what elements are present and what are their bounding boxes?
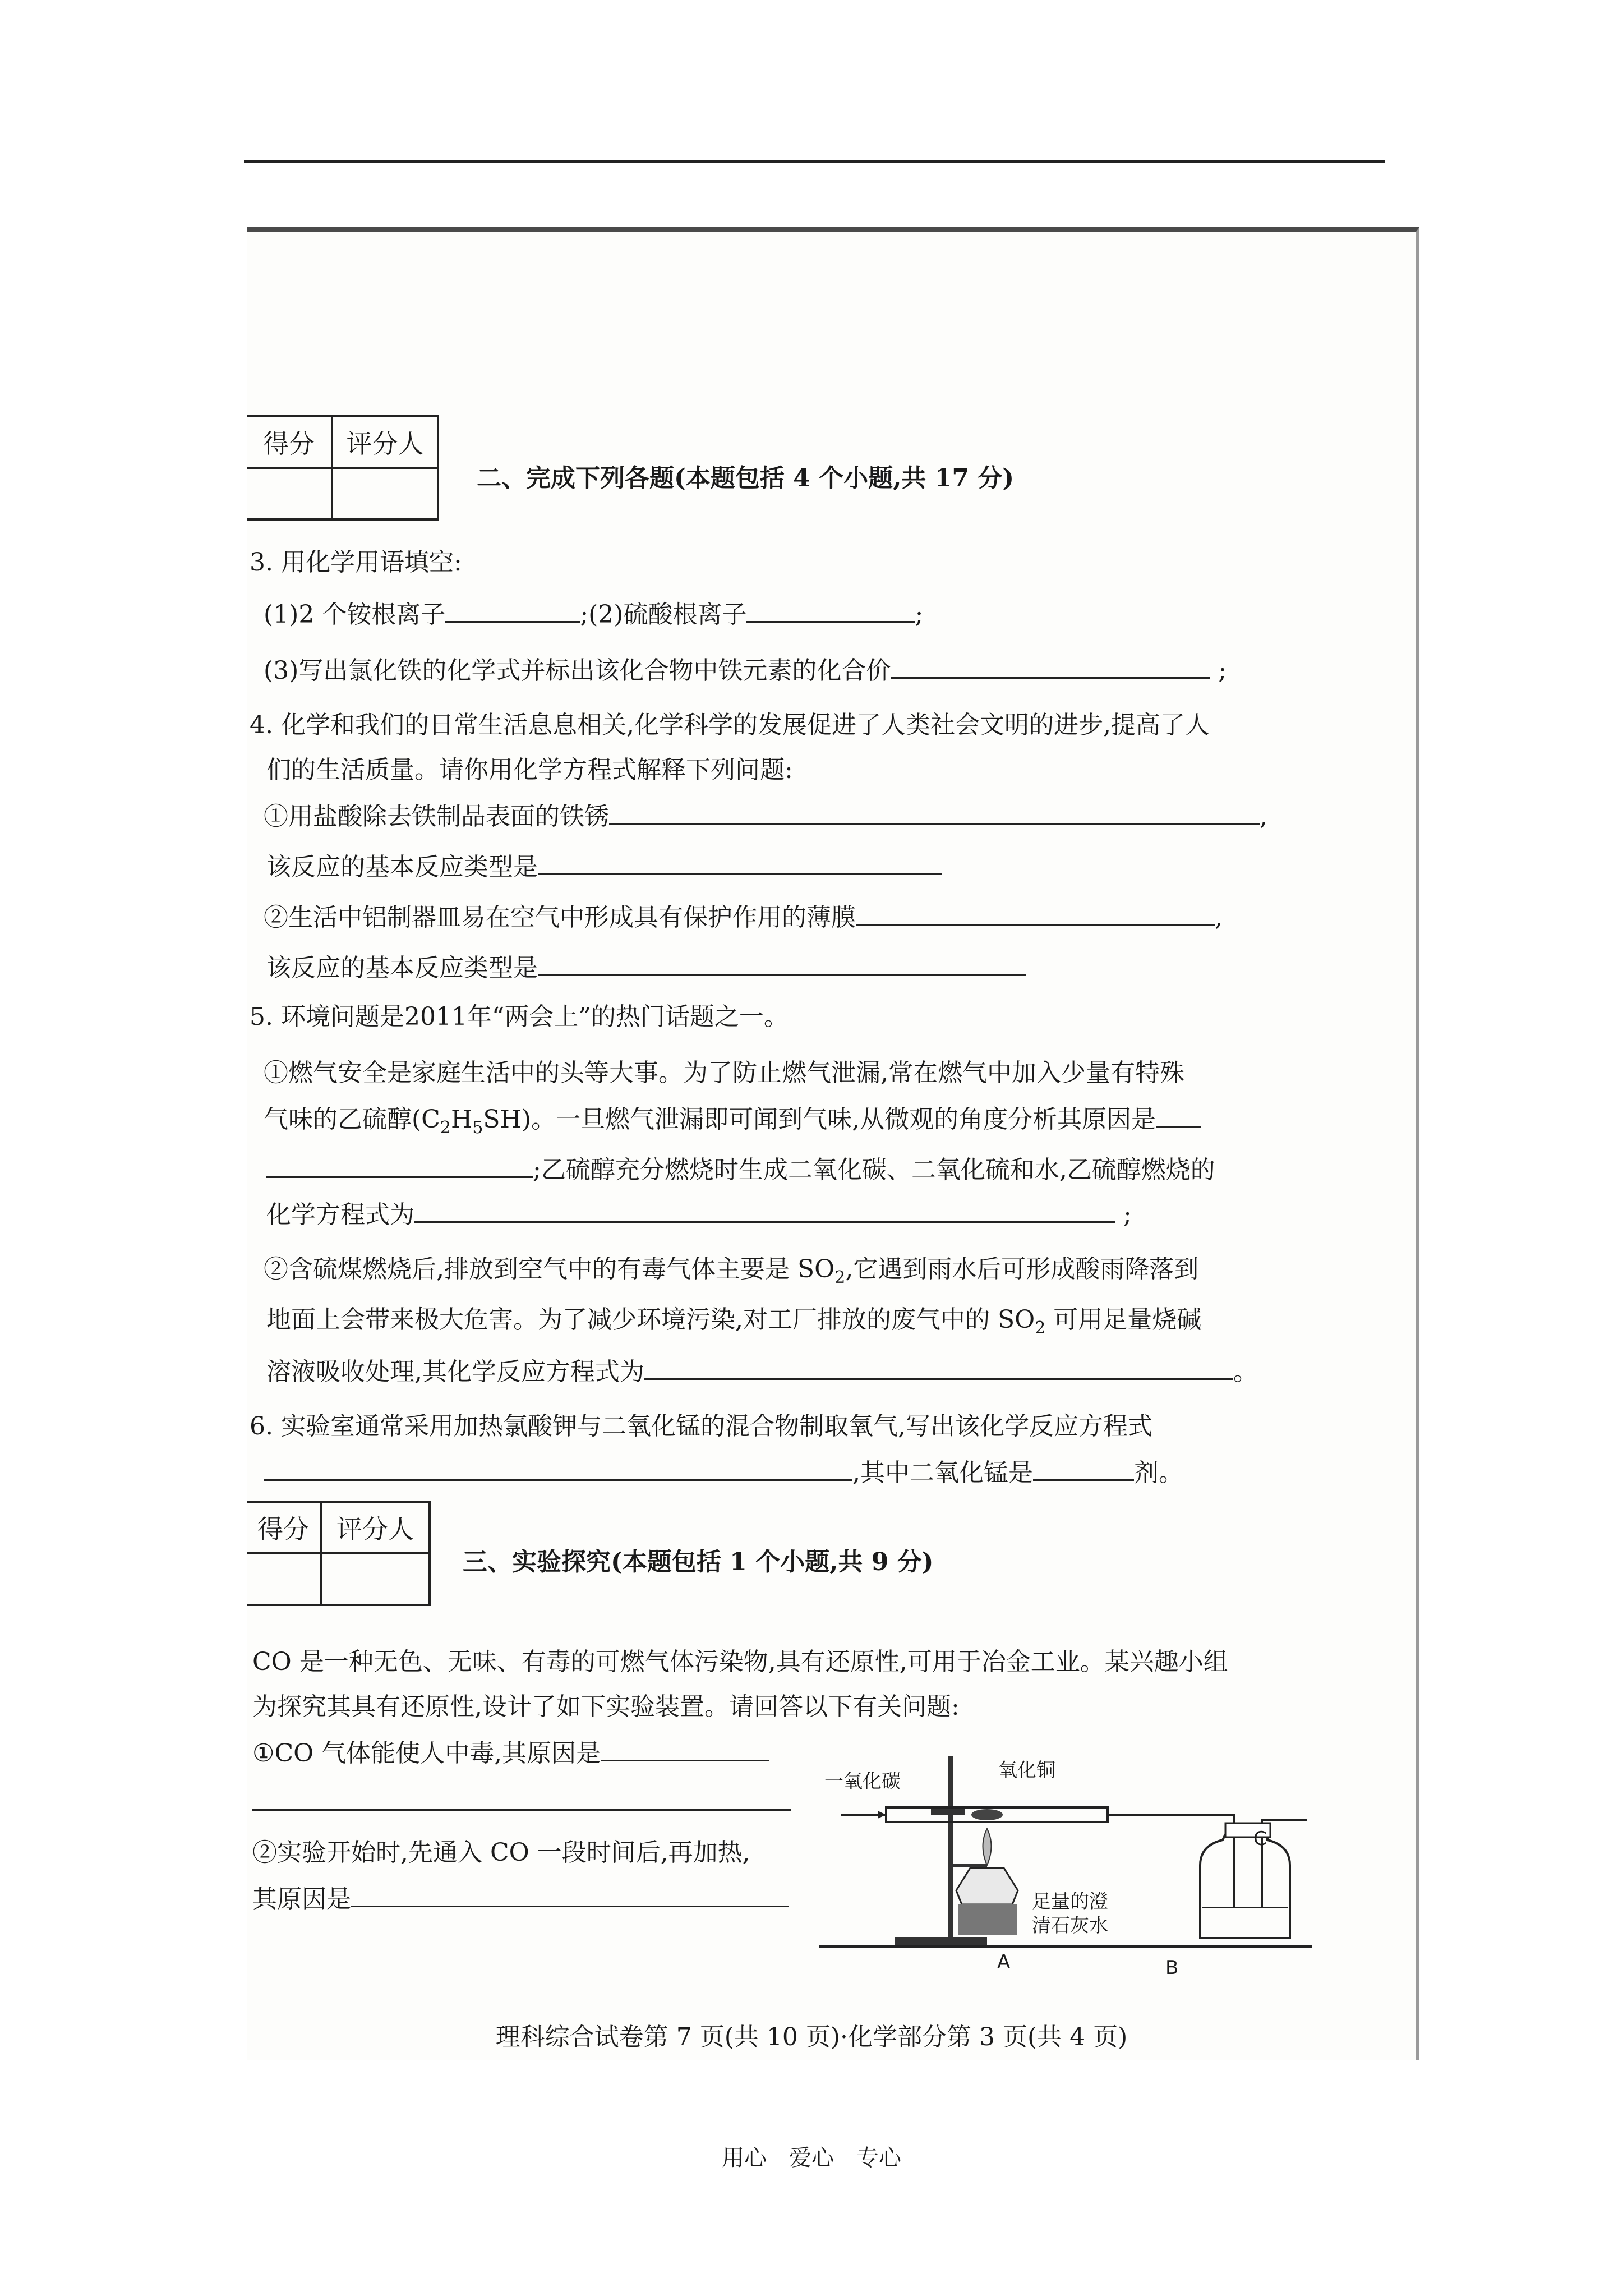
q3-line1: (1)2 个铵根离子 ;(2)硫酸根离子 ; xyxy=(264,596,923,632)
page-info-footer: 理科综合试卷第 7 页(共 10 页)·化学部分第 3 页(共 4 页) xyxy=(495,2023,1128,2051)
q7-item2-line1: ②实验开始时,先通入 CO 一段时间后,再加热, xyxy=(252,1838,750,1867)
answer-blank-odor-reason[interactable] xyxy=(266,1152,533,1178)
answer-blank-fecl3[interactable] xyxy=(891,652,1210,679)
flame xyxy=(983,1829,992,1865)
answer-blank-type2[interactable] xyxy=(538,950,1026,976)
q4-stem-line2: 们的生活质量。请你用化学方程式解释下列问题: xyxy=(266,756,793,784)
q3-stem: 3. 用化学用语填空: xyxy=(250,548,462,577)
label-a: A xyxy=(997,1951,1011,1973)
q5-p1-line2-b: H xyxy=(450,1105,473,1134)
score-label: 得分 xyxy=(247,1502,321,1553)
slogan-footer: 用心 爱心 专心 xyxy=(722,2145,901,2171)
q5-p2-line1 xyxy=(264,1253,1198,1295)
q7-item2-line2-text: 其原因是 xyxy=(252,1885,351,1913)
q3-part2: ;(2)硫酸根离子 xyxy=(580,600,747,629)
q3-line2: (3)写出氯化铁的化学式并标出该化合物中铁元素的化合价 ; xyxy=(264,652,1227,688)
score-table-section2 xyxy=(247,415,439,521)
answer-blank-combustion[interactable] xyxy=(414,1197,1115,1223)
q5-p2-line2 xyxy=(266,1303,1201,1345)
answer-blank-odor-start[interactable] xyxy=(1156,1101,1201,1128)
q7-item1-line xyxy=(252,1735,769,1770)
label-cuo: 氧化铜 xyxy=(998,1759,1055,1782)
grader-label: 评分人 xyxy=(321,1502,430,1553)
q4-type1-line xyxy=(266,849,942,884)
subscript: 2 xyxy=(440,1117,451,1138)
q5-p2-line2-b: 可用足量烧碱 xyxy=(1045,1305,1202,1334)
section3-title: 三、实验探究(本题包括 1 个小题,共 9 分) xyxy=(463,1548,934,1576)
label-b: B xyxy=(1165,1957,1179,1979)
answer-blank-aluminum[interactable] xyxy=(856,899,1215,926)
q4-item2-line: ②生活中铝制器皿易在空气中形成具有保护作用的薄膜 , xyxy=(264,899,1223,935)
subscript: 5 xyxy=(472,1117,483,1138)
outlet-tube xyxy=(1108,1815,1234,1907)
label-limewater-1: 足量的澄 xyxy=(1032,1890,1108,1913)
score-label: 得分 xyxy=(247,416,332,468)
q7-intro-line2: 为探究其具有还原性,设计了如下实验装置。请回答以下有关问题: xyxy=(252,1692,960,1721)
label-limewater-2: 清石灰水 xyxy=(1032,1915,1108,1937)
q5-p1-line4-text: 化学方程式为 xyxy=(266,1200,414,1229)
q5-p1-line3-text: ;乙硫醇充分燃烧时生成二氧化碳、二氧化硫和水,乙硫醇燃烧的 xyxy=(533,1156,1215,1184)
stand-base xyxy=(895,1937,987,1945)
label-co: 一氧化碳 xyxy=(824,1770,901,1793)
q6-line2 xyxy=(264,1455,1183,1490)
copper-oxide xyxy=(971,1809,1003,1820)
q3-part1: (1)2 个铵根离子 xyxy=(264,600,446,629)
q4-item1: ①用盐酸除去铁制品表面的铁锈 xyxy=(264,802,609,831)
section2-title: 二、完成下列各题(本题包括 4 个小题,共 17 分) xyxy=(477,464,1015,493)
answer-blank-rust[interactable] xyxy=(609,798,1260,825)
q5-p1-line2-c: SH)。一旦燃气泄漏即可闻到气味,从微观的角度分析其原因是 xyxy=(483,1105,1156,1134)
score-cell[interactable] xyxy=(247,1553,321,1605)
q4-item2: ②生活中铝制器皿易在空气中形成具有保护作用的薄膜 xyxy=(264,903,856,932)
q5-p2-line2-a: 地面上会带来极大危害。为了减少环境污染,对工厂排放的废气中的 SO xyxy=(266,1305,1035,1334)
subscript: 2 xyxy=(834,1267,846,1287)
q5-p1-line2-a: 气味的乙硫醇(C xyxy=(264,1105,440,1134)
q4-item1-line: ①用盐酸除去铁制品表面的铁锈 , xyxy=(264,798,1267,834)
q5-p2-line1-a: ②含硫煤燃烧后,排放到空气中的有毒气体主要是 SO xyxy=(264,1255,835,1283)
answer-line-poison-2[interactable] xyxy=(252,1809,791,1811)
q6-tail-a: ,其中二氧化锰是 xyxy=(852,1458,1033,1487)
q5-p2-line1-b: ,它遇到雨水后可形成酸雨降落到 xyxy=(845,1255,1199,1283)
arrow-in xyxy=(878,1811,886,1819)
q4-type2-line xyxy=(266,950,1026,985)
q5-p2-line3: 溶液吸收处理,其化学反应方程式为 。 xyxy=(266,1354,1258,1389)
q4-type2-label: 该反应的基本反应类型是 xyxy=(266,954,538,982)
lamp-stand xyxy=(958,1904,1017,1935)
answer-blank-kclo3[interactable] xyxy=(264,1455,852,1481)
q5-p1-line3 xyxy=(266,1152,1215,1187)
grader-label: 评分人 xyxy=(332,416,438,468)
label-c: C xyxy=(1253,1828,1267,1850)
q6-tail-b: 剂。 xyxy=(1134,1458,1183,1487)
q5-p1-line1: ①燃气安全是家庭生活中的头等大事。为了防止燃气泄漏,常在燃气中加入少量有特殊 xyxy=(264,1059,1184,1087)
score-table-section3 xyxy=(247,1501,431,1606)
gas-bottle xyxy=(1200,1829,1290,1938)
q7-item2-line2 xyxy=(252,1881,789,1916)
answer-blank-preheat[interactable] xyxy=(351,1881,789,1907)
q5-p1-line2 xyxy=(264,1101,1201,1145)
q5-stem: 5. 环境问题是2011年“两会上”的热门话题之一。 xyxy=(250,1002,789,1031)
q3-part3: (3)写出氯化铁的化学式并标出该化合物中铁元素的化合价 xyxy=(264,656,891,685)
header-rule xyxy=(244,160,1385,163)
answer-blank-ammonium[interactable] xyxy=(445,596,580,623)
answer-blank-sulfate[interactable] xyxy=(746,596,915,623)
answer-blank-so2[interactable] xyxy=(644,1354,1233,1380)
answer-blank-mno2-role[interactable] xyxy=(1033,1455,1134,1481)
answer-blank-type1[interactable] xyxy=(538,849,942,875)
q7-item1: ①CO 气体能使人中毒,其原因是 xyxy=(252,1739,601,1768)
stand-pole xyxy=(948,1756,953,1938)
q7-intro-line1: CO 是一种无色、无味、有毒的可燃气体污染物,具有还原性,可用于冶金工业。某兴趣小组 xyxy=(252,1648,1228,1676)
q4-type1-label: 该反应的基本反应类型是 xyxy=(266,853,538,881)
q6-stem: 6. 实验室通常采用加热氯酸钾与二氧化锰的混合物制取氧气,写出该化学反应方程式 xyxy=(250,1412,1152,1441)
q5-p2-line3-text: 溶液吸收处理,其化学反应方程式为 xyxy=(266,1358,644,1386)
subscript: 2 xyxy=(1035,1318,1046,1338)
answer-blank-poison[interactable] xyxy=(601,1735,769,1761)
q5-p1-line4: 化学方程式为 ; xyxy=(266,1197,1132,1232)
score-cell[interactable] xyxy=(247,468,332,519)
q4-stem-line1: 4. 化学和我们的日常生活息息相关,化学科学的发展促进了人类社会文明的进步,提高了人 xyxy=(250,711,1210,739)
alcohol-lamp xyxy=(956,1868,1018,1904)
clamp xyxy=(931,1809,965,1815)
grader-cell[interactable] xyxy=(321,1553,430,1605)
grader-cell[interactable] xyxy=(332,468,438,519)
